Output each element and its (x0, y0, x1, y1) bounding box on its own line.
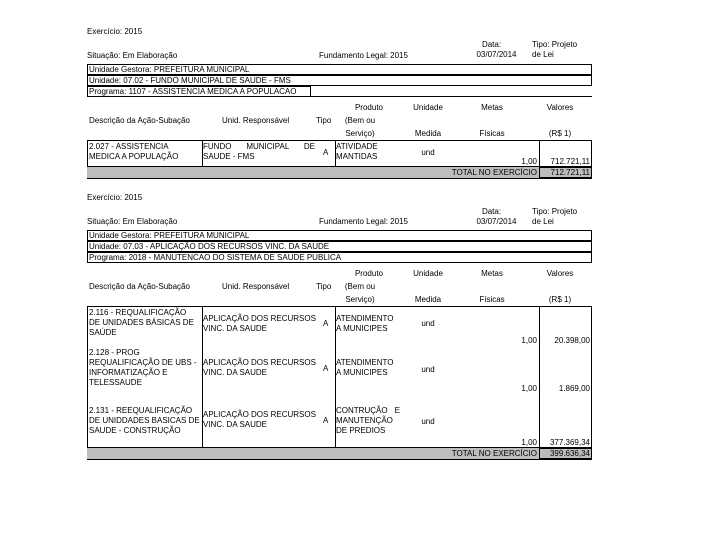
header-valores-2: (R$ 1) (548, 295, 572, 304)
unidade-gestora-text: Unidade Gestora: PREFEITURA MUNICIPAL (89, 231, 250, 240)
unidade-gestora-bar (87, 230, 592, 241)
row-resp-line: VINC. DA SAUDE (203, 324, 268, 333)
row-descricao-line: DE UNIDDADES BASICAS DE (89, 416, 200, 425)
row-produto-line: ATIVIDADE (336, 142, 378, 151)
row-valor: 712.721,11 (550, 157, 590, 166)
row-descricao-line: 2.128 - PROG (89, 348, 140, 357)
header-metas-1: Metas (481, 269, 503, 278)
header-metas-2: Físicas (479, 295, 505, 304)
situacao-label: Situação: Em Elaboração (87, 51, 178, 60)
row-metas: 1,00 (521, 384, 537, 393)
tipo-label: Tipo: Projeto (532, 207, 578, 216)
row-resp-line: APLICAÇÃO DOS RECURSOS (203, 314, 316, 323)
unidade-text: Unidade: 07.03 - APLICAÇÃO DOS RECURSOS VINC. DA SAUDE (89, 242, 330, 251)
header-tipo: Tipo (316, 116, 332, 125)
row-descricao (89, 142, 178, 162)
header-metas-2: Físicas (479, 129, 505, 138)
row-produto-line: CONTRUÇÃO E (336, 406, 400, 415)
row-produto-line: MANUTENÇÃO (336, 416, 393, 425)
row-produto (336, 406, 400, 436)
total-label: TOTAL NO EXERCÍCIO (451, 168, 537, 177)
row-resp-line: APLICAÇÃO DOS RECURSOS (203, 358, 316, 367)
row-descricao-line: 2.027 - ASSISTENCIA (89, 142, 169, 151)
row-top-rule (87, 140, 592, 141)
row-produto (336, 358, 393, 378)
row-tipo: A (323, 364, 329, 373)
col-rule (539, 306, 540, 447)
header-unidade-2: Medida (414, 129, 442, 138)
row-tipo: A (323, 416, 329, 425)
row-produto-line: ATENDIMENTO (336, 358, 394, 367)
header-resp: Unid. Responsável (222, 282, 290, 291)
header-unidade-2: Medida (414, 295, 442, 304)
header-valores-1: Valores (546, 103, 574, 112)
row-unidade: und (421, 319, 435, 328)
header-valores-1: Valores (546, 269, 574, 278)
row-resp-line: SAUDE - FMS (203, 152, 255, 161)
tipo-value: de Lei (532, 50, 554, 59)
row-resp (203, 314, 316, 334)
programa-text: Programa: 1107 - ASSISTENCIA MEDICA A POPULACAO (89, 87, 297, 96)
unidade-text: Unidade: 07.02 - FUNDO MUNICIPAL DE SAUDE - FMS (89, 76, 291, 85)
row-produto-line: DE PREDIOS (336, 426, 386, 435)
row-tipo: A (323, 319, 329, 328)
unidade-gestora-bar (87, 64, 592, 75)
row-top-rule (87, 306, 592, 307)
row-resp (203, 358, 316, 378)
col-rule (87, 140, 88, 166)
row-descricao-line: INFORMATIZAÇÃO E (89, 368, 168, 377)
row-unidade: und (421, 365, 435, 374)
data-value: 03/07/2014 (476, 217, 517, 226)
row-produto-line: A MUNICIPES (336, 324, 388, 333)
row-resp-line: VINC. DA SAUDE (203, 368, 268, 377)
tipo-label: Tipo: Projeto (532, 40, 578, 49)
report-block-2 (87, 193, 592, 465)
header-valores-2: (R$ 1) (548, 129, 572, 138)
row-descricao-line: MEDICA A POPULAÇÃO (89, 152, 179, 161)
rule (311, 96, 592, 97)
row-tipo: A (323, 148, 329, 157)
row-descricao-line: REQUALIFICAÇÃO DE UBS - (89, 358, 197, 367)
header-descricao: Descrição da Ação-Subação (89, 282, 190, 291)
row-descricao-line: 2.116 - REQUALIFICAÇÃO (89, 308, 187, 317)
total-value: 399.636,34 (539, 448, 592, 459)
header-descricao: Descrição da Ação-Subação (89, 116, 190, 125)
row-descricao (89, 308, 194, 338)
row-descricao (89, 406, 200, 436)
row-metas: 1,00 (521, 438, 537, 447)
header-produto-2: (Bem ou (344, 282, 376, 291)
row-descricao (89, 348, 197, 388)
situacao-label: Situação: Em Elaboração (87, 217, 178, 226)
row-valor: 20.398,00 (554, 336, 590, 345)
row-descricao-line: 2.131 - REEQUALIFICAÇÃO (89, 406, 193, 415)
header-produto-1: Produto (354, 269, 383, 278)
header-produto-3: Serviço) (345, 295, 375, 304)
col-rule (87, 306, 88, 447)
row-produto (336, 142, 378, 162)
programa-bar (87, 86, 311, 97)
row-resp-line: APLICAÇÃO DOS RECURSOS (203, 410, 316, 419)
programa-text: Programa: 2018 - MANUTENCAO DO SISTEMA DE SAUDE PUBLICA (89, 253, 342, 262)
header-unidade-1: Unidade (413, 103, 443, 112)
unidade-bar (87, 75, 592, 86)
tipo-value: de Lei (532, 217, 554, 226)
unidade-gestora-text: Unidade Gestora: PREFEITURA MUNICIPAL (89, 65, 250, 74)
row-valor: 1.869,00 (558, 384, 590, 393)
col-rule (591, 306, 592, 447)
header-produto-3: Serviço) (345, 129, 375, 138)
programa-bar (87, 252, 592, 263)
total-value: 712.721,11 (539, 167, 592, 178)
row-resp-line: VINC. DA SAUDE (203, 420, 268, 429)
row-descricao-line: DE UNIDADES BÁSICAS DE (89, 318, 194, 327)
row-resp-line: FUNDO MUNICIPAL DE (203, 142, 315, 151)
row-resp (203, 410, 316, 430)
report-block-1 (87, 27, 592, 182)
unidade-bar (87, 241, 592, 252)
row-produto-line: ATENDIMENTO (336, 314, 394, 323)
header-metas-1: Metas (481, 103, 503, 112)
header-tipo: Tipo (316, 282, 332, 291)
data-label: Data: (481, 207, 502, 216)
row-unidade: und (421, 148, 435, 157)
header-produto-2: (Bem ou (344, 116, 376, 125)
exercicio-label: Exercício: 2015 (87, 193, 143, 202)
col-rule (539, 140, 540, 166)
fundamento-label: Fundamento Legal: 2015 (319, 217, 408, 226)
row-metas: 1,00 (521, 157, 537, 166)
row-produto-line: A MUNICIPES (336, 368, 388, 377)
row-unidade: und (421, 417, 435, 426)
row-valor: 377.369,34 (549, 438, 590, 447)
header-produto-1: Produto (354, 103, 383, 112)
row-produto-line: MANTIDAS (336, 152, 378, 161)
exercicio-label: Exercício: 2015 (87, 27, 143, 36)
total-label: TOTAL NO EXERCÍCIO (451, 449, 537, 458)
fundamento-label: Fundamento Legal: 2015 (319, 51, 408, 60)
col-rule (591, 140, 592, 166)
row-descricao-line: SAÚDE (89, 328, 117, 337)
row-produto (336, 314, 393, 334)
row-resp (203, 142, 315, 162)
row-descricao-line: SAUDE - CONSTRUÇÃO (89, 426, 181, 435)
header-unidade-1: Unidade (413, 269, 443, 278)
row-descricao-line: TELESSAUDE (89, 378, 142, 387)
header-resp: Unid. Responsável (222, 116, 290, 125)
row-metas: 1,00 (521, 336, 537, 345)
data-value: 03/07/2014 (476, 50, 517, 59)
data-label: Data: (481, 40, 502, 49)
